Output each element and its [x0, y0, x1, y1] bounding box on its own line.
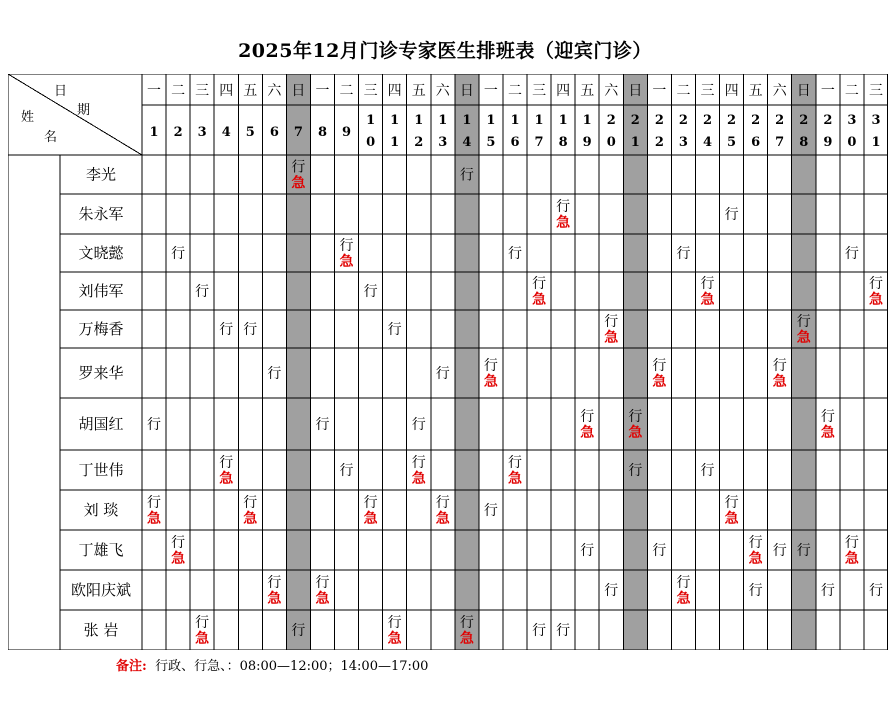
weekday-label: 三 [700, 83, 715, 99]
weekday-label: 一 [315, 83, 330, 99]
date-label-digit1: 1 [534, 113, 544, 128]
emergency-mark: 急 [267, 591, 282, 607]
weekday-label: 二 [508, 83, 522, 99]
admin-mark: 行 [748, 583, 763, 599]
date-label-digit2: 8 [558, 135, 568, 150]
emergency-mark: 急 [532, 292, 547, 308]
emergency-mark: 急 [387, 631, 402, 647]
emergency-mark: 急 [628, 425, 643, 441]
weekday-label: 三 [363, 83, 378, 99]
emergency-mark: 急 [363, 511, 378, 527]
date-label-digit2: 0 [606, 135, 616, 150]
weekday-label: 日 [628, 83, 643, 99]
admin-mark: 行 [676, 246, 691, 262]
date-label-digit1: 1 [438, 113, 448, 128]
admin-mark: 行 [772, 543, 787, 559]
date-label-digit1: 2 [775, 113, 785, 128]
admin-mark: 行 [700, 463, 715, 479]
date-label-digit2: 0 [366, 135, 376, 150]
weekday-label: 四 [724, 83, 739, 99]
date-label-digit2: 5 [727, 135, 737, 150]
admin-mark: 行 [267, 575, 282, 591]
admin-mark: 行 [435, 366, 450, 382]
date-label-digit1: 1 [486, 113, 496, 128]
emergency-mark: 急 [291, 175, 306, 192]
emergency-mark: 急 [459, 631, 474, 647]
admin-mark: 行 [628, 463, 643, 479]
admin-mark: 行 [796, 543, 811, 559]
emergency-mark: 急 [243, 511, 258, 527]
footnote-text: 行政、行急、：08:00—12:00；14:00—17:00 [155, 659, 429, 674]
weekday-label: 六 [604, 83, 619, 99]
footnote [116, 655, 428, 674]
emergency-mark: 急 [748, 551, 763, 567]
doctor-name: 刘伟军 [78, 282, 124, 300]
emergency-mark: 急 [580, 425, 595, 441]
admin-mark: 行 [459, 167, 474, 184]
admin-mark: 行 [796, 314, 811, 330]
emergency-mark: 急 [339, 254, 354, 270]
emergency-mark: 急 [147, 511, 162, 527]
date-label-digit1: 2 [678, 113, 688, 128]
emergency-mark: 急 [171, 551, 186, 567]
admin-mark: 行 [195, 615, 210, 631]
admin-mark: 行 [844, 246, 859, 262]
date-label-digit1: 2 [654, 113, 664, 128]
date-label-digit2: 0 [847, 135, 857, 150]
date-label-digit1: 1 [366, 113, 376, 128]
date-label-digit2: 7 [534, 135, 544, 150]
admin-mark: 行 [772, 358, 787, 374]
sunday-column-shade [792, 74, 816, 650]
emergency-mark: 急 [844, 551, 859, 567]
table-row [78, 455, 714, 487]
date-label-digit1: 3 [847, 113, 857, 128]
date-label-digit1: 2 [751, 113, 761, 128]
table-row [78, 358, 787, 390]
admin-mark: 行 [339, 238, 354, 254]
weekday-label: 六 [772, 83, 787, 99]
admin-mark: 行 [483, 503, 498, 519]
weekday-label: 四 [387, 83, 402, 99]
admin-mark: 行 [532, 276, 547, 292]
date-label: 3 [197, 125, 207, 140]
admin-mark: 行 [868, 276, 883, 292]
date-label-digit2: 2 [414, 135, 424, 150]
date-label: 7 [293, 125, 303, 140]
admin-mark: 行 [508, 455, 522, 471]
weekday-label: 二 [676, 83, 691, 99]
date-label-digit2: 8 [799, 135, 809, 150]
admin-mark: 行 [508, 246, 522, 262]
corner-ming: 名 [44, 130, 58, 145]
date-label-digit2: 7 [775, 135, 785, 150]
weekday-label: 二 [171, 83, 186, 99]
weekday-label: 四 [219, 83, 234, 99]
date-header [147, 83, 883, 150]
admin-mark: 行 [628, 409, 643, 425]
weekday-label: 一 [652, 83, 667, 99]
weekday-label: 三 [195, 83, 210, 99]
admin-mark: 行 [868, 583, 883, 599]
emergency-mark: 急 [772, 374, 787, 390]
admin-mark: 行 [291, 623, 306, 639]
date-label-digit2: 1 [871, 135, 881, 150]
admin-mark: 行 [724, 495, 739, 511]
date-label: 8 [317, 125, 328, 140]
emergency-mark: 急 [796, 330, 811, 346]
emergency-mark: 急 [556, 215, 571, 231]
sunday-column-shade [455, 74, 479, 650]
date-label: 6 [269, 125, 279, 140]
date-label-digit2: 9 [582, 135, 592, 150]
weekday-label: 日 [796, 83, 811, 99]
date-label-digit1: 2 [799, 113, 809, 128]
admin-mark: 行 [483, 358, 498, 374]
date-label-digit1: 1 [390, 113, 400, 128]
admin-mark: 行 [267, 366, 282, 382]
doctor-name: 朱永军 [78, 205, 124, 223]
emergency-mark: 急 [219, 471, 234, 487]
admin-mark: 行 [700, 276, 715, 292]
emergency-mark: 急 [195, 631, 210, 647]
weekday-label: 三 [532, 83, 547, 99]
admin-mark: 行 [219, 455, 234, 471]
admin-mark: 行 [556, 199, 571, 215]
date-label-digit1: 2 [630, 113, 640, 128]
doctor-name: 万梅香 [78, 320, 124, 338]
date-label-digit1: 1 [462, 113, 472, 128]
doctor-name: 张 岩 [83, 621, 119, 639]
doctor-name: 丁雄飞 [78, 541, 124, 559]
weekday-label: 二 [339, 83, 354, 99]
date-label-digit2: 3 [678, 135, 688, 150]
page-title: 2025年12月门诊专家医生排班表（迎宾门诊） [238, 40, 652, 62]
admin-mark: 行 [147, 495, 162, 511]
date-label-digit2: 9 [823, 135, 833, 150]
weekday-label: 二 [844, 83, 859, 99]
admin-mark: 行 [411, 417, 426, 433]
emergency-mark: 急 [820, 425, 835, 441]
date-label-digit2: 4 [702, 135, 713, 150]
corner-qi: 期 [77, 103, 91, 118]
admin-mark: 行 [724, 207, 739, 223]
date-label-digit2: 1 [630, 135, 640, 150]
date-label-digit1: 1 [582, 113, 592, 128]
table-row [86, 160, 474, 192]
admin-mark: 行 [604, 314, 619, 330]
doctor-name: 胡国红 [78, 415, 124, 433]
weekday-label: 六 [267, 83, 282, 99]
corner-xing: 姓 [21, 110, 35, 125]
weekday-label: 五 [411, 83, 426, 99]
admin-mark: 行 [532, 623, 547, 639]
doctor-name: 欧阳庆斌 [70, 581, 132, 599]
date-label: 2 [173, 125, 183, 140]
date-label: 1 [149, 125, 159, 140]
weekday-label: 四 [556, 83, 571, 99]
footnote-label: 备注: [116, 659, 147, 674]
weekday-label: 五 [243, 83, 258, 99]
doctor-name: 丁世伟 [78, 461, 124, 479]
date-label-digit2: 3 [438, 135, 448, 150]
emergency-mark: 急 [676, 591, 691, 607]
date-label-digit1: 1 [558, 113, 568, 128]
admin-mark: 行 [243, 322, 258, 338]
weekday-label: 一 [147, 83, 162, 99]
table-row [78, 314, 811, 346]
admin-mark: 行 [147, 417, 162, 433]
date-label-digit2: 4 [462, 135, 472, 150]
admin-mark: 行 [363, 284, 378, 300]
admin-mark: 行 [339, 463, 354, 479]
emergency-mark: 急 [411, 471, 426, 487]
weekday-label: 日 [459, 83, 474, 99]
date-label-digit1: 2 [823, 113, 833, 128]
date-label-digit2: 6 [510, 135, 520, 150]
date-label-digit1: 1 [414, 113, 424, 128]
corner-ri: 日 [54, 84, 68, 99]
admin-mark: 行 [219, 322, 234, 338]
emergency-mark: 急 [483, 374, 498, 390]
emergency-mark: 急 [868, 292, 883, 308]
admin-mark: 行 [291, 159, 306, 176]
emergency-mark: 急 [652, 374, 667, 390]
admin-mark: 行 [676, 575, 691, 591]
date-label-digit2: 1 [390, 135, 400, 150]
admin-mark: 行 [363, 495, 378, 511]
date-label: 9 [342, 125, 352, 140]
date-label-digit1: 3 [871, 113, 881, 128]
date-label-digit1: 2 [606, 113, 616, 128]
admin-mark: 行 [171, 246, 186, 262]
schedule-table [8, 74, 888, 650]
weekday-label: 一 [820, 83, 835, 99]
weekday-label: 一 [483, 83, 498, 99]
emergency-mark: 急 [724, 511, 739, 527]
header-corner [8, 74, 142, 155]
date-label-digit2: 6 [751, 135, 761, 150]
admin-mark: 行 [387, 322, 402, 338]
admin-mark: 行 [748, 535, 763, 551]
emergency-mark: 急 [435, 511, 450, 527]
date-label: 4 [221, 125, 231, 140]
admin-mark: 行 [243, 495, 258, 511]
admin-mark: 行 [556, 623, 571, 639]
doctor-name: 罗来华 [78, 364, 124, 382]
weekday-label: 三 [868, 83, 883, 99]
weekday-label: 六 [435, 83, 450, 99]
admin-mark: 行 [580, 543, 595, 559]
doctor-name: 李光 [85, 165, 117, 184]
admin-mark: 行 [459, 615, 474, 631]
date-label: 5 [245, 125, 255, 140]
doctor-name: 刘 琰 [83, 501, 119, 519]
date-label-digit1: 2 [702, 113, 713, 128]
admin-mark: 行 [435, 495, 450, 511]
admin-mark: 行 [580, 409, 595, 425]
admin-mark: 行 [652, 358, 667, 374]
weekday-label: 日 [291, 83, 306, 99]
date-label-digit1: 2 [727, 113, 737, 128]
admin-mark: 行 [171, 535, 186, 551]
admin-mark: 行 [604, 583, 619, 599]
emergency-mark: 急 [700, 292, 715, 308]
admin-mark: 行 [315, 417, 330, 433]
sunday-column-shade [623, 74, 647, 650]
table-row [84, 615, 571, 647]
date-label-digit1: 1 [510, 113, 520, 128]
emergency-mark: 急 [604, 330, 619, 346]
weekday-label: 五 [748, 83, 763, 99]
date-label-digit2: 5 [486, 135, 496, 150]
admin-mark: 行 [820, 409, 835, 425]
emergency-mark: 急 [508, 471, 522, 487]
admin-mark: 行 [652, 543, 667, 559]
admin-mark: 行 [195, 284, 210, 300]
doctor-name: 文晓懿 [78, 244, 124, 262]
emergency-mark: 急 [315, 591, 330, 607]
admin-mark: 行 [387, 615, 402, 631]
weekday-label: 五 [580, 83, 595, 99]
admin-mark: 行 [844, 535, 859, 551]
date-label-digit2: 2 [654, 135, 664, 150]
admin-mark: 行 [315, 575, 330, 591]
admin-mark: 行 [820, 583, 835, 599]
table-row [78, 276, 883, 308]
admin-mark: 行 [411, 455, 426, 471]
